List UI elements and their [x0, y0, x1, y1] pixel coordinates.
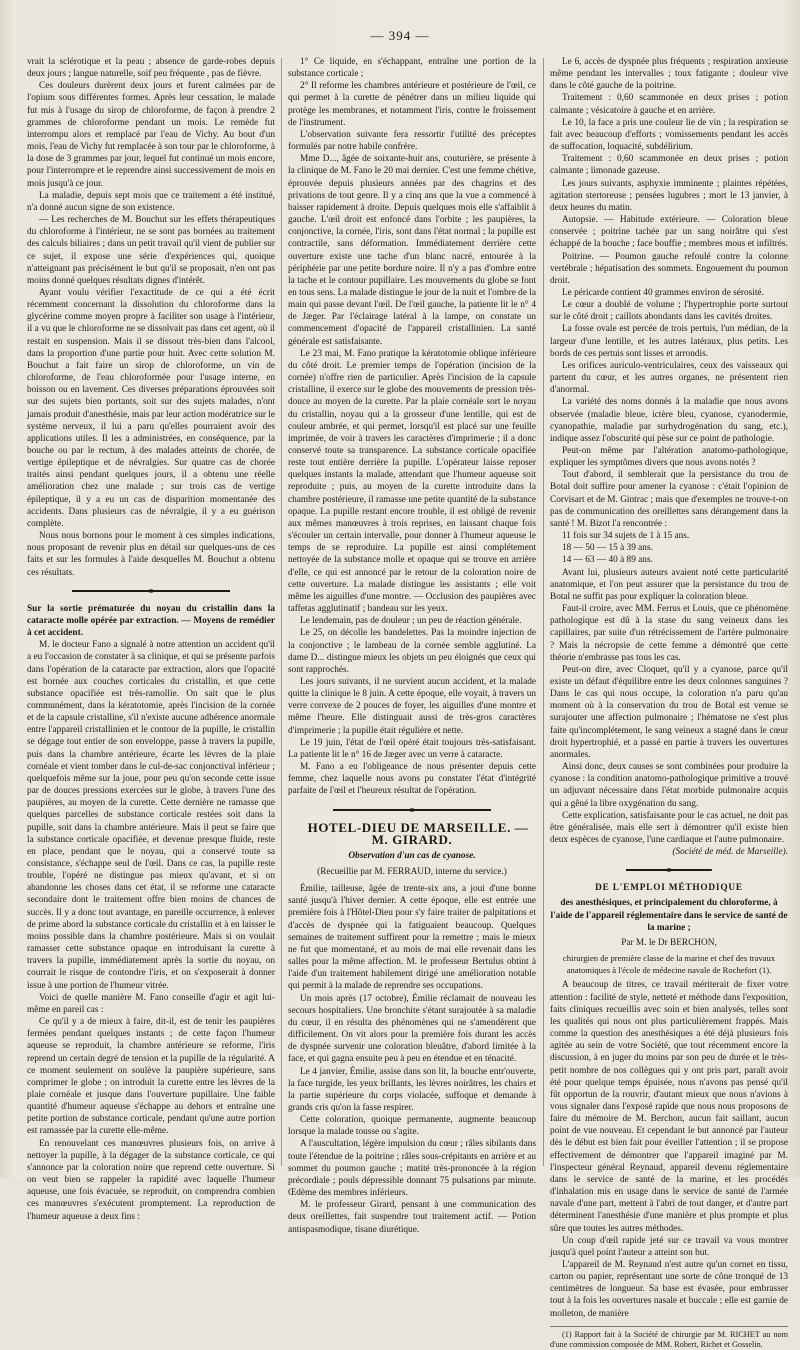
page-number: — 394 — — [370, 28, 430, 43]
stats-line: 14 — 63 — 40 à 89 ans. — [562, 555, 653, 566]
paragraph: Les jours suivants, il ne survient aucun accident, et la malade quitte la clinique le 8 juin. A cette époque, elle voyait, à travers un verre convexe de 2 pouces de foyer, les aiguilles d'une montre et même l'heure. Elle distinguait aussi de très-gros caractères d'imprimerie ; la pupille était régulière et nette. — [288, 676, 536, 736]
section-title: Sur la sortie prématurée du noyau du cristallin dans la cataracte molle opérée par extraction. — Moyens de remédier à cet accident. — [27, 603, 275, 639]
paragraph: Autopsie. — Habitude extérieure. — Coloration bleue conservée ; poitrine tachée par un sang noirâtre qui s'est échappé de la bouche ; face bouffie ; membres mous et infiltrés. — [550, 215, 788, 250]
paragraph: Peut-on même par l'altération anatomo-pathologique, expliquer les symptômes divers que nous avons notés ? — [550, 446, 788, 469]
paragraph: Un mois après (17 octobre), Émilie réclamait de nouveau les secours hospitaliers. Une bronchite s'étant surajoutée à sa maladie du cœur, il en résulta des phénomènes qui ne s'amendèrent que difficilement. On vit alors pour la première fois durant les accès de dyspnée survenir une coloration bleuâtre, d'abord limitée à la face, et qui gagna ensuite peu à peu en étendue et en ténacité. — [288, 993, 536, 1065]
column-2 — [288, 56, 536, 1235]
column-3 — [550, 56, 788, 1349]
reporter-credit: (Recueillie par M. FERRAUD, interne du service.) — [317, 867, 507, 877]
observation-title: Observation d'un cas de cyanose. — [348, 850, 476, 861]
paragraph: La maladie, depuis sept mois que ce traitement a été institué, n'a donné aucun signe de son existence. — [27, 190, 275, 213]
article-author: Par M. le Dr BERCHON, — [621, 937, 717, 948]
paragraph: Cette explication, satisfaisante pour le cas actuel, ne doit pas être généralisée, mais elle sert à démontrer qu'il existe bien deux espèces de cyanose, l'une cardiaque et l'autre pulmonaire. — [550, 810, 788, 845]
paragraph: Nous nous bornons pour le moment à ces simples indications, nous proposant de revenir plus en détail sur quelques-uns de ces faits et sur les formules à l'aide desquelles M. Bouchut a obtenu ces résultats. — [27, 531, 275, 578]
hospital-heading: HOTEL-DIEU DE MARSEILLE. — M. GIRARD. — [307, 819, 529, 847]
paragraph: L'appareil de M. Reynaud n'est autre qu'un cornet en tissu, carton ou papier, représentant une sorte de cône tronqué de 13 centimètres de longueur. Sa base est évasée, pour embrasser tout à la fois les ouvertures nasale et buccale ; elle est garnie de molleton, de manière — [550, 1260, 788, 1319]
paragraph: A beaucoup de titres, ce travail mériterait de fixer votre attention : facilité de style, netteté et méthode dans l'exposition, faits cliniques recueillis avec soin et bien analysés, telles sont les qualités qui nous ont plus particulièrement frappés. Mais comme la question des anesthésiques a été déjà plusieurs fois agitée au sein de votre Société, que tout récemment encore la discussion, à en juger du moins par son peu de durée et le très-petit nombre de nos collègues qui y ont pris part, paraît avoir été pour quelque temps épuisée, nous n'avons pas pensé qu'il fût opportun de la rouvrir, d'autant mieux que nous n'avions à vous signaler dans l'exposé rapide que nous nous proposons de faire du mémoire de M. Berchon, aucun fait saillant, aucun point de vue nouveau. Et cependant le but annoncé par l'auteur dès le début est bien fait pour éveiller l'attention ; il se propose effectivement de démontrer que l'appareil imaginé par M. l'inspecteur général Reynaud, appareil devenu réglementaire dans le service de santé de la marine, et les procédés d'inhalation mis en usage dans le service de santé de l'armée navale d'une part, mettent à l'abri de tout danger, et d'autre part déterminent l'anesthésie d'une manière et plus prompte et plus sûre que toutes les autres méthodes. — [550, 980, 788, 1234]
paragraph: Le 6, accès de dyspnée plus fréquents ; respiration anxieuse même pendant les intervalles ; toux fatigante ; douleur vive dans le côté gauche de la poitrine. — [550, 57, 788, 92]
paragraph: Poitrine. — Poumon gauche refoulé contre la colonne vertébrale ; hépatisation des sommets. Engouement du poumon droit. — [550, 251, 788, 286]
paragraph: M. le professeur Girard, pensant à une communication des deux oreillettes, fait suspendre tout traitement actif. — Potion antispasmodique, tisane diurétique. — [288, 1200, 536, 1235]
paragraph: Le cœur a doublé de volume ; l'hypertrophie porte surtout sur le côté droit ; caillots abondants dans les cavités droites. — [550, 300, 788, 323]
paragraph: Mme D..., âgée de soixante-huit ans, couturière, se présente à la clinique de M. Fano le 20 mai dernier. C'est une femme chétive, éprouvée depuis plusieurs années par des chagrins et des privations de tout genre. Il y a cinq ans que la vue a commencé à baisser rapidement à droite. Depuis quelques mois elle s'affaiblit à gauche. L'œil droit est enfoncé dans l'orbite ; les paupières, la conjonctive, la cornée, l'iris, sont dans l'état normal ; la pupille est contractile, sans déformation. Immédiatement derrière cette ouverture existe une tache d'un blanc nacré, entourée à la périphérie par une petite bordure noire. Il n'y a pas d'ombre entre la tache et le contour pupillaire. Les mouvements du globe se font en tous sens. La malade distingue le jour de la nuit et l'ombre de la main qui passe devant l'œil. De l'œil gauche, la patiente lit le n° 4 de Jæger. Par l'éclairage latéral à la lampe, on constate un commencement d'opacité de l'appareil cristallinien. La santé générale est satisfaisante. — [288, 154, 536, 347]
section-divider — [333, 804, 492, 816]
paragraph: La variété des noms donnés à la maladie que nous avons observée (maladie bleue, ictère bleu, cyanose, cyanodermie, cyanopathie, maladie par surhydrogénation du sang, etc.), indique assez l'obscurité qui pèse sur ce point de pathologie. — [550, 397, 788, 444]
paragraph: Ainsi donc, deux causes se sont combinées pour produire la cyanose : la condition anatomo-pathologique primitive a trouvé un adjuvant nécessaire dans l'état morbide pulmonaire acquis qui a gêné la libre oxygénation du sang. — [550, 762, 788, 809]
paragraph: Le 4 janvier, Émilie, assise dans son lit, la bouche entr'ouverte, la face turgide, les yeux brillants, les lèvres noirâtres, les chairs et la partie supérieure du corps violacée, suffoque et demande à grands cris qu'on la fasse respirer. — [288, 1066, 536, 1113]
paragraph: Traitement : 0,60 scammonée en deux prises ; potion calmante ; limonade gazeuse. — [550, 154, 788, 177]
paragraph: Voici de quelle manière M. Fano conseille d'agir et agit lui-même en pareil cas : — [27, 992, 275, 1015]
paragraph: Tout d'abord, il semblerait que la persistance du trou de Botal doit suffire pour amener la cyanose : c'était l'opinion de Corvisart et de M. Gintrac ; mais que d'exemples ne trouve-t-on pas de communication des oreillettes sans dérangement dans la santé ! M. Bizot l'a rencontrée : — [550, 470, 788, 529]
paragraph: vrait la sclérotique et la peau ; absence de garde-robes depuis deux jours ; langue naturelle, soif peu fréquente , pas de fièvre. — [27, 57, 275, 80]
paragraph: Cette coloration, quoique permanente, augmente beaucoup lorsque la malade tousse ou s'agite. — [288, 1115, 536, 1138]
stats-line: 11 fois sur 34 sujets de 1 à 15 ans. — [562, 531, 690, 542]
paragraph: L'observation suivante fera ressortir l'utilité des préceptes formulés par notre habile confrère. — [288, 129, 536, 153]
article-title: DE L'EMPLOI MÉTHODIQUE — [595, 883, 743, 894]
paragraph: — Les recherches de M. Bouchut sur les effets thérapeutiques du chloroforme à l'intérieur, ne se sont pas bornées au traitement des calculs biliaires ; dans un petit travail qu'il vient de publier sur ce sujet, il expose une série d'expériences qui, quoique n'atteignant pas précisément le but qu'il se proposait, n'en ont pas moins donné quelques résultats dignes d'intérêt. — [27, 215, 275, 286]
paragraph: Les jours suivants, asphyxie imminente ; plaintes répétées, agitation stertoreuse ; pensées lugubres ; mort le 13 janvier, à deux heures du matin. — [550, 178, 788, 213]
paragraph: Traitement : 0,60 scammonée en deux prises ; potion calmante ; vésicatoire à gauche et en arrière. — [550, 93, 788, 116]
article-subtitle: des anesthésiques, et principalement du chloroforme, à l'aide de l'appareil réglementaire dans le service de santé de la marine ; — [550, 898, 788, 933]
paragraph: Le 19 juin, l'état de l'œil opéré était toujours très-satisfaisant. La patiente lit le n° 16 de Jæger avec un verre à cataracte. — [288, 737, 536, 760]
paragraph: M. le docteur Fano a signalé à notre attention un accident qu'il a eu l'occasion de constater à sa clinique, et qui se présente parfois dans l'opération de la cataracte par extraction, alors que l'opacité est bornée aux couches corticales du cristallin, et que cette substance opacifiée est très-ramollie. On sait que le plus communément, dans la kératotomie, après l'incision de la cornée et de la capsule cristalline, s'il n'existe aucune adhérence anormale entre l'appareil cristallinien et le contour de la pupille, le cristallin se dégage tout entier de son enveloppe, passe à travers la pupille, puis dans la chambre antérieure, écarte les lèvres de la plaie cornéale et vient tomber dans le cul-de-sac conjonctival inférieur ; quelquefois même sur la joue, pour peu qu'on seconde cette issue par de douces pressions exercées sur le globe, à travers l'une des paupières, au moyen de la curette. Cette dernière ne ramasse que quelques parcelles de substance corticale restées soit dans la pupille, soit dans la chambre antérieure. Mais il peut se faire que la substance corticale opacifiée, et devenue presque fluide, reste en place, pendant que le noyau, qui a conservé toute sa consistance, s'échappe seul de l'œil. Dans ce cas, la pupille reste trouble, l'opéré ne distingue pas mieux qu'avant, et si on abandonne les choses dans cet état, il se reforme une cataracte secondaire dont le traitement offre bien moins de chances de succès. Il y a donc tout avantage, en pareille occurrence, à enlever de prime abord la substance corticale du cristallin et à en laisser le moins possible dans la chambre postérieure. Mais si on voulait ramasser cette substance opaque en introduisant la curette à travers la pupille, immédiatement après la sortie du noyau, on courrait le risque de contondre l'iris, et on s'exposerait à donner issue à une portion de l'humeur vitrée. — [27, 640, 275, 991]
paragraph: 2° Il reforme les chambres antérieure et postérieure de l'œil, ce qui permet à la curette de pénétrer dans un milieu liquide qui protège les membranes, et notamment l'iris, contre le froissement de l'instrument. — [288, 81, 536, 128]
paragraph: Un coup d'œil rapide jeté sur ce travail va vous montrer jusqu'à quel point l'auteur a atteint son but. — [550, 1235, 788, 1258]
section-divider — [72, 585, 231, 597]
paragraph: Ce qu'il y a de mieux à faire, dit-il, est de tenir les paupières fermées pendant quelques instants ; de cette façon l'humeur aqueuse se reproduit, la chambre antérieure se reforme, l'iris reprend un certain degré de tension et la pupille de la régularité. A ce moment seulement on soulève la paupière supérieure, sans comprimer le globe ; on introduit la curette entre les lèvres de la plaie cornéale et jusque dans l'ouverture pupillaire. Une faible quantité d'humeur aqueuse s'échappe au dehors et entraîne une petite portion de substance corticale, pendant qu'une autre portion est ramassée par la curette elle-même. — [27, 1017, 275, 1137]
paragraph: Les orifices auriculo-ventriculaires, ceux des vaisseaux qui partent du cœur, et les autres organes, ne présentent rien d'anormal. — [550, 360, 788, 396]
stats-line: 18 — 50 — 15 à 39 ans. — [562, 543, 653, 554]
paragraph: Le 25, on décolle les bandelettes. Pas la moindre injection de la conjonctive ; le lambeau de la cornée semble agglutiné. La dame D... distingue mieux les objets un peu éloignés que ceux qui sont rapprochés. — [288, 628, 536, 675]
paragraph: Ces douleurs durèrent deux jours et furent calmées par de l'opium sous différentes formes. Après leur cessation, le malade fut mis à l'usage du sirop de chloroforme, de façon à prendre 2 grammes de chloroforme pendant un mois. Le remède fut interrompu alors et remplacé par l'eau de Vichy. Au bout d'un mois, l'eau de Vichy fut remplacée à son tour par le chloroforme, à la dose de 3 grammes par jour, lequel fut continué un mois encore, pour l'interrompre et le reprendre ainsi successivement de mois en mois jusqu'à ce jour. — [27, 81, 275, 189]
column-rule — [543, 58, 544, 1166]
source-credit: (Société de méd. de Marseille). — [672, 847, 788, 858]
section-divider — [626, 864, 712, 876]
paragraph: Avant lui, plusieurs auteurs avaient noté cette particularité anatomique, et l'on peut assurer que la persistance du trou de Botal ne suffit pas pour expliquer la coloration bleue. — [550, 567, 788, 602]
paragraph: 1° Ce liquide, en s'échappant, entraîne une portion de la substance corticale ; — [288, 57, 536, 80]
column-rule — [281, 58, 282, 1166]
paragraph: A l'auscultation, légère impulsion du cœur ; râles sibilants dans toute l'étendue de la poitrine ; râles sous-crépitants en arrière et au sommet du poumon gauche ; matité très-prononcée à la région précordiale ; pouls dépressible donnant 75 pulsations par minute. Œdème des membres inférieurs. — [288, 1139, 536, 1199]
paragraph: M. Fano a eu l'obligeance de nous présenter depuis cette femme, chez laquelle nous avons pu constater l'état d'intégrité parfaite de l'œil et l'heureux résultat de l'opération. — [288, 762, 536, 797]
paragraph: Émilie, tailleuse, âgée de trente-six ans, a joui d'une bonne santé jusqu'à l'hiver dernier. A cette époque, elle est entrée une première fois à l'Hôtel-Dieu pour s'y faire traiter de palpitations et d'accès de dyspnée qui la fatiguaient beaucoup. Quelques semaines de traitement suffirent pour la remettre ; mais le mieux ne fut que momentané, et au mois de mai elle revenait dans les salles pour la même affection. M. le professeur Bertulus obtint à l'aide d'un traitement habilement dirigé une amélioration notable qui permit à la malade de reprendre ses occupations. — [288, 884, 536, 992]
author-description: chirurgien de première classe de la marine et chef des travaux anatomiques à l'école de médecine navale de Rochefort (1). — [562, 953, 776, 976]
paragraph: Peut-on dire, avec Cloquet, qu'il y a cyanose, parce qu'il existe un défaut d'équilibre entre les deux colonnes sanguines ? Dans le cas qui nous occupe, la coloration n'a paru qu'au moment où à la conservation du trou de Botal est venue se surajouter une affection pulmonaire ; l'hématose ne s'est plus faite qu'incomplétement, le sang veineux a stagné dans le cœur droit hypertrophié, et a passé en partie à travers les ouvertures anormales. — [550, 664, 788, 760]
paragraph: Le lendemain, pas de douleur ; un peu de réaction générale. — [300, 616, 522, 627]
paragraph: Le 23 mai, M. Fano pratique la kératotomie oblique inférieure du côté droit. Le premier temps de l'opération (incision de la cornée) n'offre rien de particulier. Après l'incision de la capsule cristalline, il exerce sur le globe des mouvements de pression très-douce au moyen de la curette. Par la plaie cornéale sort le noyau du cristallin, noyau qui a la grosseur d'une lentille, qui est de couleur ambrée, et qui permet, lorsqu'il est placé sur une feuille imprimée, de voir à travers les caractères d'imprimerie ; il a donc conservé toute sa transparence. La substance corticale opacifiée reste tout entière derrière la pupille. L'opérateur laisse reposer quelques instants la malade, attendant que l'humeur aqueuse soit reproduite ; puis, au moyen de la curette introduite dans la chambre postérieure, il ramasse une petite quantité de la substance opaque. La pupille restant encore trouble, il est obligé de revenir aux mêmes manœuvres à trois reprises, en laissant chaque fois s'écouler un certain intervalle, pour donner à l'humeur aqueuse le temps de se reproduire. La pupille est ainsi complétement nettoyée de la substance molle et opaque qui se trouve en arrière d'elle, ce qui est annoncé par le retour de la coloration noire de cette ouverture. La malade distingue les assistants ; elle voit même les aiguilles d'une montre. — Occlusion des paupières avec taffetas agglutinatif ; bandeau sur les yeux. — [288, 348, 536, 615]
footnote: (1) Rapport fait à la Société de chirurgie par M. RICHET au nom d'une commission composée de MM. Robert, Richet et Gosselin. — [550, 1326, 788, 1350]
paragraph: Le péricarde contient 40 grammes environ de sérosité. — [562, 287, 764, 298]
column-1 — [27, 56, 275, 1222]
paragraph: En renouvelant ces manœuvres plusieurs fois, on arrive à nettoyer la pupille, à la dégager de la substance corticale, ce qui s'annonce par la coloration noire que reprend cette ouverture. Si on veut bien se rappeler la rapidité avec laquelle l'humeur aqueuse, une fois évacuée, se reproduit, on comprendra combien ces manœuvres s'exécutent promptement. La reproduction de l'humeur aqueuse a deux fins : — [27, 1138, 275, 1222]
paragraph: Ayant voulu vérifier l'exactitude de ce qui a été écrit récemment concernant la dissolution du chloroforme dans la glycérine comme moyen propre à faciliter son usage à l'intérieur, il a vu que le chloroforme ne se dissolvait pas dans cet agent, où il restait en suspension. Mais il se dissout très-bien dans l'alcool, dans la proportion d'une partie pour huit. Avec cette solution M. Bouchut a fait faire un sirop de chloroforme, un vin de chloroforme, de l'eau chloroformée pour l'usage interne, en boisson ou en lavement. Ces diverses préparations éprouvées soit sur des sujets bien portants, soit sur des sujets malades, n'ont jamais produit d'anesthésie, mais par leur action modératrice sur le système nerveux, il lui a paru qu'elles pourraient avoir des applications utiles. Il les a administrées, en conséquence, par la bouche ou par le rectum, à des malades atteints de chorée, de vertige épileptique et de névralgies. Sur quatre cas de chorée traités ainsi pendant quelques jours, il a obtenu une réelle amélioration chez une malade ; sur trois cas de vertige épileptique, il y a eu un cas de disparition momentanée des accidents. Dans plusieurs cas de névralgie, il y a eu guérison complète. — [27, 287, 275, 529]
paragraph: Le 10, la face a pris une couleur lie de vin ; la respiration se fait avec beaucoup d'efforts ; vomissements pendant les accès de suffocation, loquacité, subdélirium. — [550, 117, 788, 153]
paragraph: La fosse ovale est percée de trois pertuis, l'un médian, de la largeur d'une lentille, et les autres latéraux, plus petits. Les bords de ces pertuis sont lisses et arrondis. — [550, 324, 788, 359]
paragraph: Faut-il croire, avec MM. Ferrus et Louis, que ce phénomène pathologique est dû à la stase du sang veineux dans les capillaires, par suite d'un rétrécissement de l'artère pulmonaire ? Mais la nécropsie de cette femme a démontré que cette théorie n'embrasse pas tous les cas. — [550, 604, 788, 663]
